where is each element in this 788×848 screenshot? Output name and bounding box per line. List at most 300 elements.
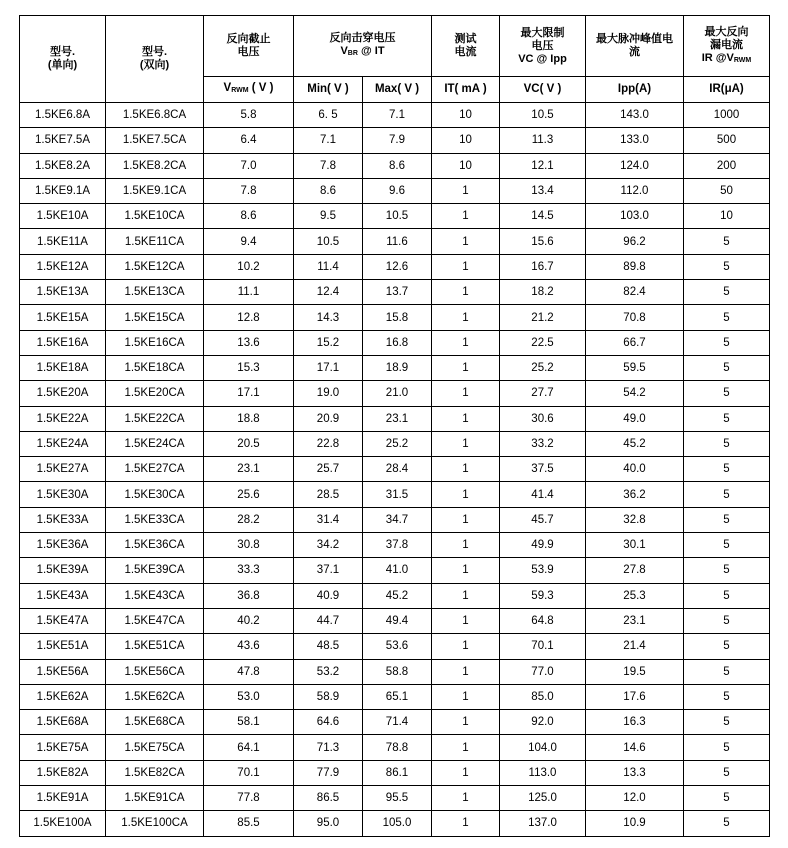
header-text: 反向击穿电压 (329, 32, 396, 44)
cell-ipp: 17.6 (586, 684, 684, 709)
cell-model-uni: 1.5KE68A (20, 710, 106, 735)
table-row (20, 558, 770, 583)
cell-vrwm: 11.1 (204, 280, 294, 305)
header-text: 电压 (531, 39, 554, 52)
cell-ipp: 96.2 (586, 229, 684, 254)
cell-vbr-min: 64.6 (294, 710, 363, 735)
cell-model-bi: 1.5KE43CA (106, 583, 204, 608)
header-text: 流 (629, 46, 640, 58)
cell-vc: 113.0 (500, 760, 586, 785)
cell-model-uni: 1.5KE13A (20, 280, 106, 305)
cell-ir: 10 (684, 204, 770, 229)
cell-vbr-max: 105.0 (363, 811, 432, 836)
cell-vc: 41.4 (500, 482, 586, 507)
header-text: 反向截止 (226, 33, 271, 45)
cell-ir: 5 (684, 280, 770, 305)
col-header-model-unidirectional (20, 16, 106, 103)
cell-model-uni: 1.5KE16A (20, 330, 106, 355)
cell-it: 1 (432, 305, 500, 330)
cell-it: 1 (432, 634, 500, 659)
cell-vbr-min: 19.0 (294, 381, 363, 406)
cell-model-bi: 1.5KE11CA (106, 229, 204, 254)
table-row (20, 153, 770, 178)
cell-ipp: 16.3 (586, 710, 684, 735)
cell-vc: 25.2 (500, 355, 586, 380)
cell-vc: 137.0 (500, 811, 586, 836)
cell-it: 10 (432, 103, 500, 128)
table-row (20, 406, 770, 431)
cell-vc: 125.0 (500, 786, 586, 811)
cell-it: 1 (432, 431, 500, 456)
cell-ipp: 14.6 (586, 735, 684, 760)
table-row (20, 305, 770, 330)
cell-ipp: 124.0 (586, 153, 684, 178)
cell-model-bi: 1.5KE100CA (106, 811, 204, 836)
cell-it: 1 (432, 482, 500, 507)
cell-vrwm: 25.6 (204, 482, 294, 507)
cell-model-uni: 1.5KE10A (20, 204, 106, 229)
cell-ipp: 59.5 (586, 355, 684, 380)
cell-ipp: 12.0 (586, 786, 684, 811)
cell-vc: 85.0 (500, 684, 586, 709)
cell-ipp: 40.0 (586, 457, 684, 482)
cell-vbr-min: 10.5 (294, 229, 363, 254)
table-row (20, 634, 770, 659)
cell-it: 1 (432, 684, 500, 709)
cell-it: 1 (432, 710, 500, 735)
cell-model-uni: 1.5KE11A (20, 229, 106, 254)
cell-vrwm: 53.0 (204, 684, 294, 709)
table-row (20, 431, 770, 456)
cell-vrwm: 8.6 (204, 204, 294, 229)
cell-vc: 21.2 (500, 305, 586, 330)
cell-model-bi: 1.5KE15CA (106, 305, 204, 330)
cell-ir: 5 (684, 229, 770, 254)
cell-ir: 5 (684, 735, 770, 760)
table-row (20, 710, 770, 735)
cell-ir: 5 (684, 381, 770, 406)
unit-leakage-current: IR(μA) (684, 77, 770, 103)
cell-vbr-min: 22.8 (294, 431, 363, 456)
cell-ir: 50 (684, 178, 770, 203)
cell-vc: 59.3 (500, 583, 586, 608)
header-text: IR $@V_{RWM}$ (701, 51, 752, 64)
cell-it: 1 (432, 280, 500, 305)
cell-vc: 33.2 (500, 431, 586, 456)
cell-vbr-max: 7.9 (363, 128, 432, 153)
table-row (20, 280, 770, 305)
cell-model-uni: 1.5KE36A (20, 533, 106, 558)
cell-ipp: 10.9 (586, 811, 684, 836)
cell-vbr-max: 34.7 (363, 507, 432, 532)
cell-vbr-max: 37.8 (363, 533, 432, 558)
header-text: 漏电流 (710, 38, 743, 51)
table-row (20, 254, 770, 279)
cell-ir: 5 (684, 583, 770, 608)
cell-vbr-max: 7.1 (363, 103, 432, 128)
cell-model-bi: 1.5KE6.8CA (106, 103, 204, 128)
unit-test-current: IT( mA ) (432, 77, 500, 103)
header-text: (双向) (139, 59, 170, 71)
table-row (20, 659, 770, 684)
cell-vc: 92.0 (500, 710, 586, 735)
cell-vrwm: 17.1 (204, 381, 294, 406)
cell-vrwm: 40.2 (204, 608, 294, 633)
cell-model-uni: 1.5KE9.1A (20, 178, 106, 203)
cell-vbr-min: 14.3 (294, 305, 363, 330)
cell-vbr-max: 41.0 (363, 558, 432, 583)
cell-model-uni: 1.5KE62A (20, 684, 106, 709)
unit-vrwm: $V_{RWM}$ ( V ) (204, 77, 294, 103)
col-header-model-bidirectional (106, 16, 204, 103)
cell-model-bi: 1.5KE56CA (106, 659, 204, 684)
cell-model-uni: 1.5KE75A (20, 735, 106, 760)
cell-vrwm: 43.6 (204, 634, 294, 659)
cell-vbr-min: 7.8 (294, 153, 363, 178)
cell-ir: 500 (684, 128, 770, 153)
cell-it: 1 (432, 786, 500, 811)
cell-it: 1 (432, 330, 500, 355)
cell-vbr-min: 44.7 (294, 608, 363, 633)
cell-it: 1 (432, 558, 500, 583)
cell-vc: 12.1 (500, 153, 586, 178)
cell-vc: 15.6 (500, 229, 586, 254)
cell-model-uni: 1.5KE91A (20, 786, 106, 811)
cell-vbr-min: 71.3 (294, 735, 363, 760)
table-row (20, 128, 770, 153)
cell-it: 1 (432, 735, 500, 760)
table-row (20, 482, 770, 507)
cell-vbr-min: 28.5 (294, 482, 363, 507)
cell-it: 1 (432, 355, 500, 380)
cell-vrwm: 85.5 (204, 811, 294, 836)
cell-ir: 5 (684, 355, 770, 380)
cell-vc: 13.4 (500, 178, 586, 203)
col-header-peak-pulse-current (586, 16, 684, 77)
cell-ipp: 103.0 (586, 204, 684, 229)
cell-vc: 104.0 (500, 735, 586, 760)
cell-ir: 5 (684, 558, 770, 583)
header-text: 最大反向 (704, 25, 749, 38)
cell-ipp: 70.8 (586, 305, 684, 330)
cell-vbr-max: 49.4 (363, 608, 432, 633)
table-row (20, 786, 770, 811)
cell-ipp: 27.8 (586, 558, 684, 583)
table-row (20, 103, 770, 128)
cell-ir: 5 (684, 533, 770, 558)
header-text: 型号. (141, 46, 168, 58)
cell-vc: 27.7 (500, 381, 586, 406)
cell-vbr-min: 9.5 (294, 204, 363, 229)
cell-vc: 11.3 (500, 128, 586, 153)
cell-vrwm: 6.4 (204, 128, 294, 153)
cell-it: 1 (432, 583, 500, 608)
cell-vbr-min: 53.2 (294, 659, 363, 684)
cell-vbr-max: 8.6 (363, 153, 432, 178)
cell-vbr-min: 11.4 (294, 254, 363, 279)
cell-ipp: 13.3 (586, 760, 684, 785)
cell-ir: 5 (684, 330, 770, 355)
cell-ipp: 54.2 (586, 381, 684, 406)
cell-model-bi: 1.5KE10CA (106, 204, 204, 229)
cell-ipp: 25.3 (586, 583, 684, 608)
cell-ipp: 32.8 (586, 507, 684, 532)
spec-table (19, 15, 770, 837)
cell-it: 10 (432, 128, 500, 153)
cell-model-uni: 1.5KE7.5A (20, 128, 106, 153)
cell-vbr-min: 58.9 (294, 684, 363, 709)
cell-ir: 5 (684, 710, 770, 735)
cell-model-bi: 1.5KE27CA (106, 457, 204, 482)
cell-vbr-max: 95.5 (363, 786, 432, 811)
cell-ir: 1000 (684, 103, 770, 128)
cell-model-bi: 1.5KE12CA (106, 254, 204, 279)
header-text: VC @ Ipp (518, 52, 567, 65)
cell-model-bi: 1.5KE20CA (106, 381, 204, 406)
cell-model-uni: 1.5KE24A (20, 431, 106, 456)
cell-vbr-max: 25.2 (363, 431, 432, 456)
cell-vbr-max: 53.6 (363, 634, 432, 659)
cell-model-bi: 1.5KE13CA (106, 280, 204, 305)
cell-vbr-min: 15.2 (294, 330, 363, 355)
cell-vbr-min: 31.4 (294, 507, 363, 532)
cell-ir: 5 (684, 507, 770, 532)
unit-vbr-min: Min( V ) (294, 77, 363, 103)
cell-ir: 5 (684, 684, 770, 709)
table-row (20, 355, 770, 380)
table-row (20, 533, 770, 558)
cell-model-bi: 1.5KE30CA (106, 482, 204, 507)
cell-ipp: 49.0 (586, 406, 684, 431)
cell-vbr-max: 58.8 (363, 659, 432, 684)
cell-model-bi: 1.5KE18CA (106, 355, 204, 380)
cell-ir: 5 (684, 431, 770, 456)
cell-ipp: 30.1 (586, 533, 684, 558)
cell-vrwm: 18.8 (204, 406, 294, 431)
cell-vrwm: 28.2 (204, 507, 294, 532)
cell-model-uni: 1.5KE30A (20, 482, 106, 507)
cell-vbr-max: 12.6 (363, 254, 432, 279)
cell-vrwm: 58.1 (204, 710, 294, 735)
unit-vbr-max: Max( V ) (363, 77, 432, 103)
table-row (20, 204, 770, 229)
cell-vbr-max: 28.4 (363, 457, 432, 482)
header-text: $V_{BR}$ @ IT (340, 45, 385, 57)
header-text: 最大脉冲峰值电 (596, 33, 673, 45)
cell-vrwm: 47.8 (204, 659, 294, 684)
cell-model-bi: 1.5KE68CA (106, 710, 204, 735)
cell-model-uni: 1.5KE33A (20, 507, 106, 532)
cell-it: 1 (432, 204, 500, 229)
cell-ipp: 23.1 (586, 608, 684, 633)
cell-vbr-min: 40.9 (294, 583, 363, 608)
cell-vbr-max: 71.4 (363, 710, 432, 735)
cell-model-bi: 1.5KE16CA (106, 330, 204, 355)
cell-vbr-max: 21.0 (363, 381, 432, 406)
cell-ir: 5 (684, 659, 770, 684)
cell-vrwm: 12.8 (204, 305, 294, 330)
table-row (20, 330, 770, 355)
cell-it: 1 (432, 659, 500, 684)
col-header-test-current (432, 16, 500, 77)
header-row-main (20, 16, 770, 77)
cell-vbr-max: 18.9 (363, 355, 432, 380)
cell-vrwm: 15.3 (204, 355, 294, 380)
cell-vbr-max: 78.8 (363, 735, 432, 760)
cell-vc: 64.8 (500, 608, 586, 633)
cell-vbr-min: 12.4 (294, 280, 363, 305)
unit-peak-pulse-current: Ipp(A) (586, 77, 684, 103)
cell-vrwm: 36.8 (204, 583, 294, 608)
cell-model-bi: 1.5KE39CA (106, 558, 204, 583)
header-text: 型号. (49, 46, 76, 58)
cell-ipp: 21.4 (586, 634, 684, 659)
cell-ipp: 82.4 (586, 280, 684, 305)
header-text: (单向) (47, 59, 78, 71)
col-header-reverse-standoff-voltage (204, 16, 294, 77)
cell-ipp: 45.2 (586, 431, 684, 456)
cell-model-uni: 1.5KE100A (20, 811, 106, 836)
cell-model-uni: 1.5KE51A (20, 634, 106, 659)
table-row (20, 583, 770, 608)
cell-it: 1 (432, 457, 500, 482)
cell-model-uni: 1.5KE43A (20, 583, 106, 608)
cell-ipp: 66.7 (586, 330, 684, 355)
cell-vbr-max: 9.6 (363, 178, 432, 203)
cell-it: 1 (432, 381, 500, 406)
cell-vrwm: 5.8 (204, 103, 294, 128)
cell-ipp: 112.0 (586, 178, 684, 203)
table-row (20, 178, 770, 203)
cell-vc: 30.6 (500, 406, 586, 431)
cell-vrwm: 64.1 (204, 735, 294, 760)
cell-vbr-min: 77.9 (294, 760, 363, 785)
cell-ir: 5 (684, 254, 770, 279)
cell-model-bi: 1.5KE22CA (106, 406, 204, 431)
cell-it: 1 (432, 760, 500, 785)
cell-ipp: 89.8 (586, 254, 684, 279)
cell-vbr-max: 13.7 (363, 280, 432, 305)
header-text: 最大限制 (520, 26, 565, 39)
cell-vbr-max: 86.1 (363, 760, 432, 785)
table-row (20, 684, 770, 709)
cell-vrwm: 9.4 (204, 229, 294, 254)
table-row (20, 608, 770, 633)
cell-model-bi: 1.5KE33CA (106, 507, 204, 532)
cell-vrwm: 70.1 (204, 760, 294, 785)
cell-it: 1 (432, 229, 500, 254)
cell-vbr-max: 23.1 (363, 406, 432, 431)
cell-model-uni: 1.5KE12A (20, 254, 106, 279)
cell-ir: 5 (684, 482, 770, 507)
cell-vc: 10.5 (500, 103, 586, 128)
cell-ir: 5 (684, 305, 770, 330)
cell-vc: 14.5 (500, 204, 586, 229)
cell-vbr-min: 20.9 (294, 406, 363, 431)
cell-it: 1 (432, 608, 500, 633)
cell-vrwm: 7.0 (204, 153, 294, 178)
cell-ipp: 36.2 (586, 482, 684, 507)
cell-vc: 49.9 (500, 533, 586, 558)
cell-model-bi: 1.5KE82CA (106, 760, 204, 785)
cell-model-uni: 1.5KE27A (20, 457, 106, 482)
cell-ir: 5 (684, 760, 770, 785)
cell-ir: 5 (684, 608, 770, 633)
cell-vrwm: 13.6 (204, 330, 294, 355)
cell-vc: 16.7 (500, 254, 586, 279)
cell-model-uni: 1.5KE6.8A (20, 103, 106, 128)
cell-it: 10 (432, 153, 500, 178)
cell-model-uni: 1.5KE18A (20, 355, 106, 380)
cell-vbr-min: 37.1 (294, 558, 363, 583)
cell-vbr-max: 11.6 (363, 229, 432, 254)
cell-ir: 5 (684, 786, 770, 811)
cell-vbr-min: 48.5 (294, 634, 363, 659)
table-row (20, 507, 770, 532)
table-row (20, 811, 770, 836)
header-text: 电压 (237, 46, 260, 58)
cell-vbr-max: 65.1 (363, 684, 432, 709)
cell-vbr-min: 17.1 (294, 355, 363, 380)
col-header-breakdown-voltage (294, 16, 432, 77)
cell-vbr-max: 15.8 (363, 305, 432, 330)
cell-model-uni: 1.5KE15A (20, 305, 106, 330)
cell-vc: 77.0 (500, 659, 586, 684)
table-row (20, 735, 770, 760)
table-row (20, 229, 770, 254)
cell-it: 1 (432, 533, 500, 558)
cell-model-bi: 1.5KE7.5CA (106, 128, 204, 153)
cell-model-bi: 1.5KE36CA (106, 533, 204, 558)
cell-it: 1 (432, 406, 500, 431)
cell-ipp: 143.0 (586, 103, 684, 128)
cell-model-uni: 1.5KE39A (20, 558, 106, 583)
cell-vbr-min: 25.7 (294, 457, 363, 482)
col-header-clamping-voltage (500, 16, 586, 77)
table-row (20, 457, 770, 482)
cell-model-bi: 1.5KE75CA (106, 735, 204, 760)
cell-ir: 5 (684, 457, 770, 482)
cell-vrwm: 33.3 (204, 558, 294, 583)
cell-model-uni: 1.5KE8.2A (20, 153, 106, 178)
cell-vc: 37.5 (500, 457, 586, 482)
cell-ir: 5 (684, 634, 770, 659)
cell-model-uni: 1.5KE82A (20, 760, 106, 785)
cell-vbr-min: 7.1 (294, 128, 363, 153)
cell-vc: 18.2 (500, 280, 586, 305)
cell-ir: 200 (684, 153, 770, 178)
cell-model-uni: 1.5KE20A (20, 381, 106, 406)
col-header-leakage-current (684, 16, 770, 77)
cell-vbr-max: 31.5 (363, 482, 432, 507)
cell-model-uni: 1.5KE47A (20, 608, 106, 633)
header-text: 测试 (454, 33, 477, 45)
cell-vrwm: 7.8 (204, 178, 294, 203)
cell-vbr-min: 6. 5 (294, 103, 363, 128)
cell-model-bi: 1.5KE62CA (106, 684, 204, 709)
cell-ir: 5 (684, 811, 770, 836)
cell-vbr-min: 34.2 (294, 533, 363, 558)
cell-vrwm: 23.1 (204, 457, 294, 482)
cell-it: 1 (432, 178, 500, 203)
cell-vbr-max: 10.5 (363, 204, 432, 229)
cell-model-bi: 1.5KE9.1CA (106, 178, 204, 203)
table-row (20, 381, 770, 406)
cell-vbr-max: 16.8 (363, 330, 432, 355)
cell-vrwm: 10.2 (204, 254, 294, 279)
cell-model-uni: 1.5KE22A (20, 406, 106, 431)
cell-vc: 53.9 (500, 558, 586, 583)
